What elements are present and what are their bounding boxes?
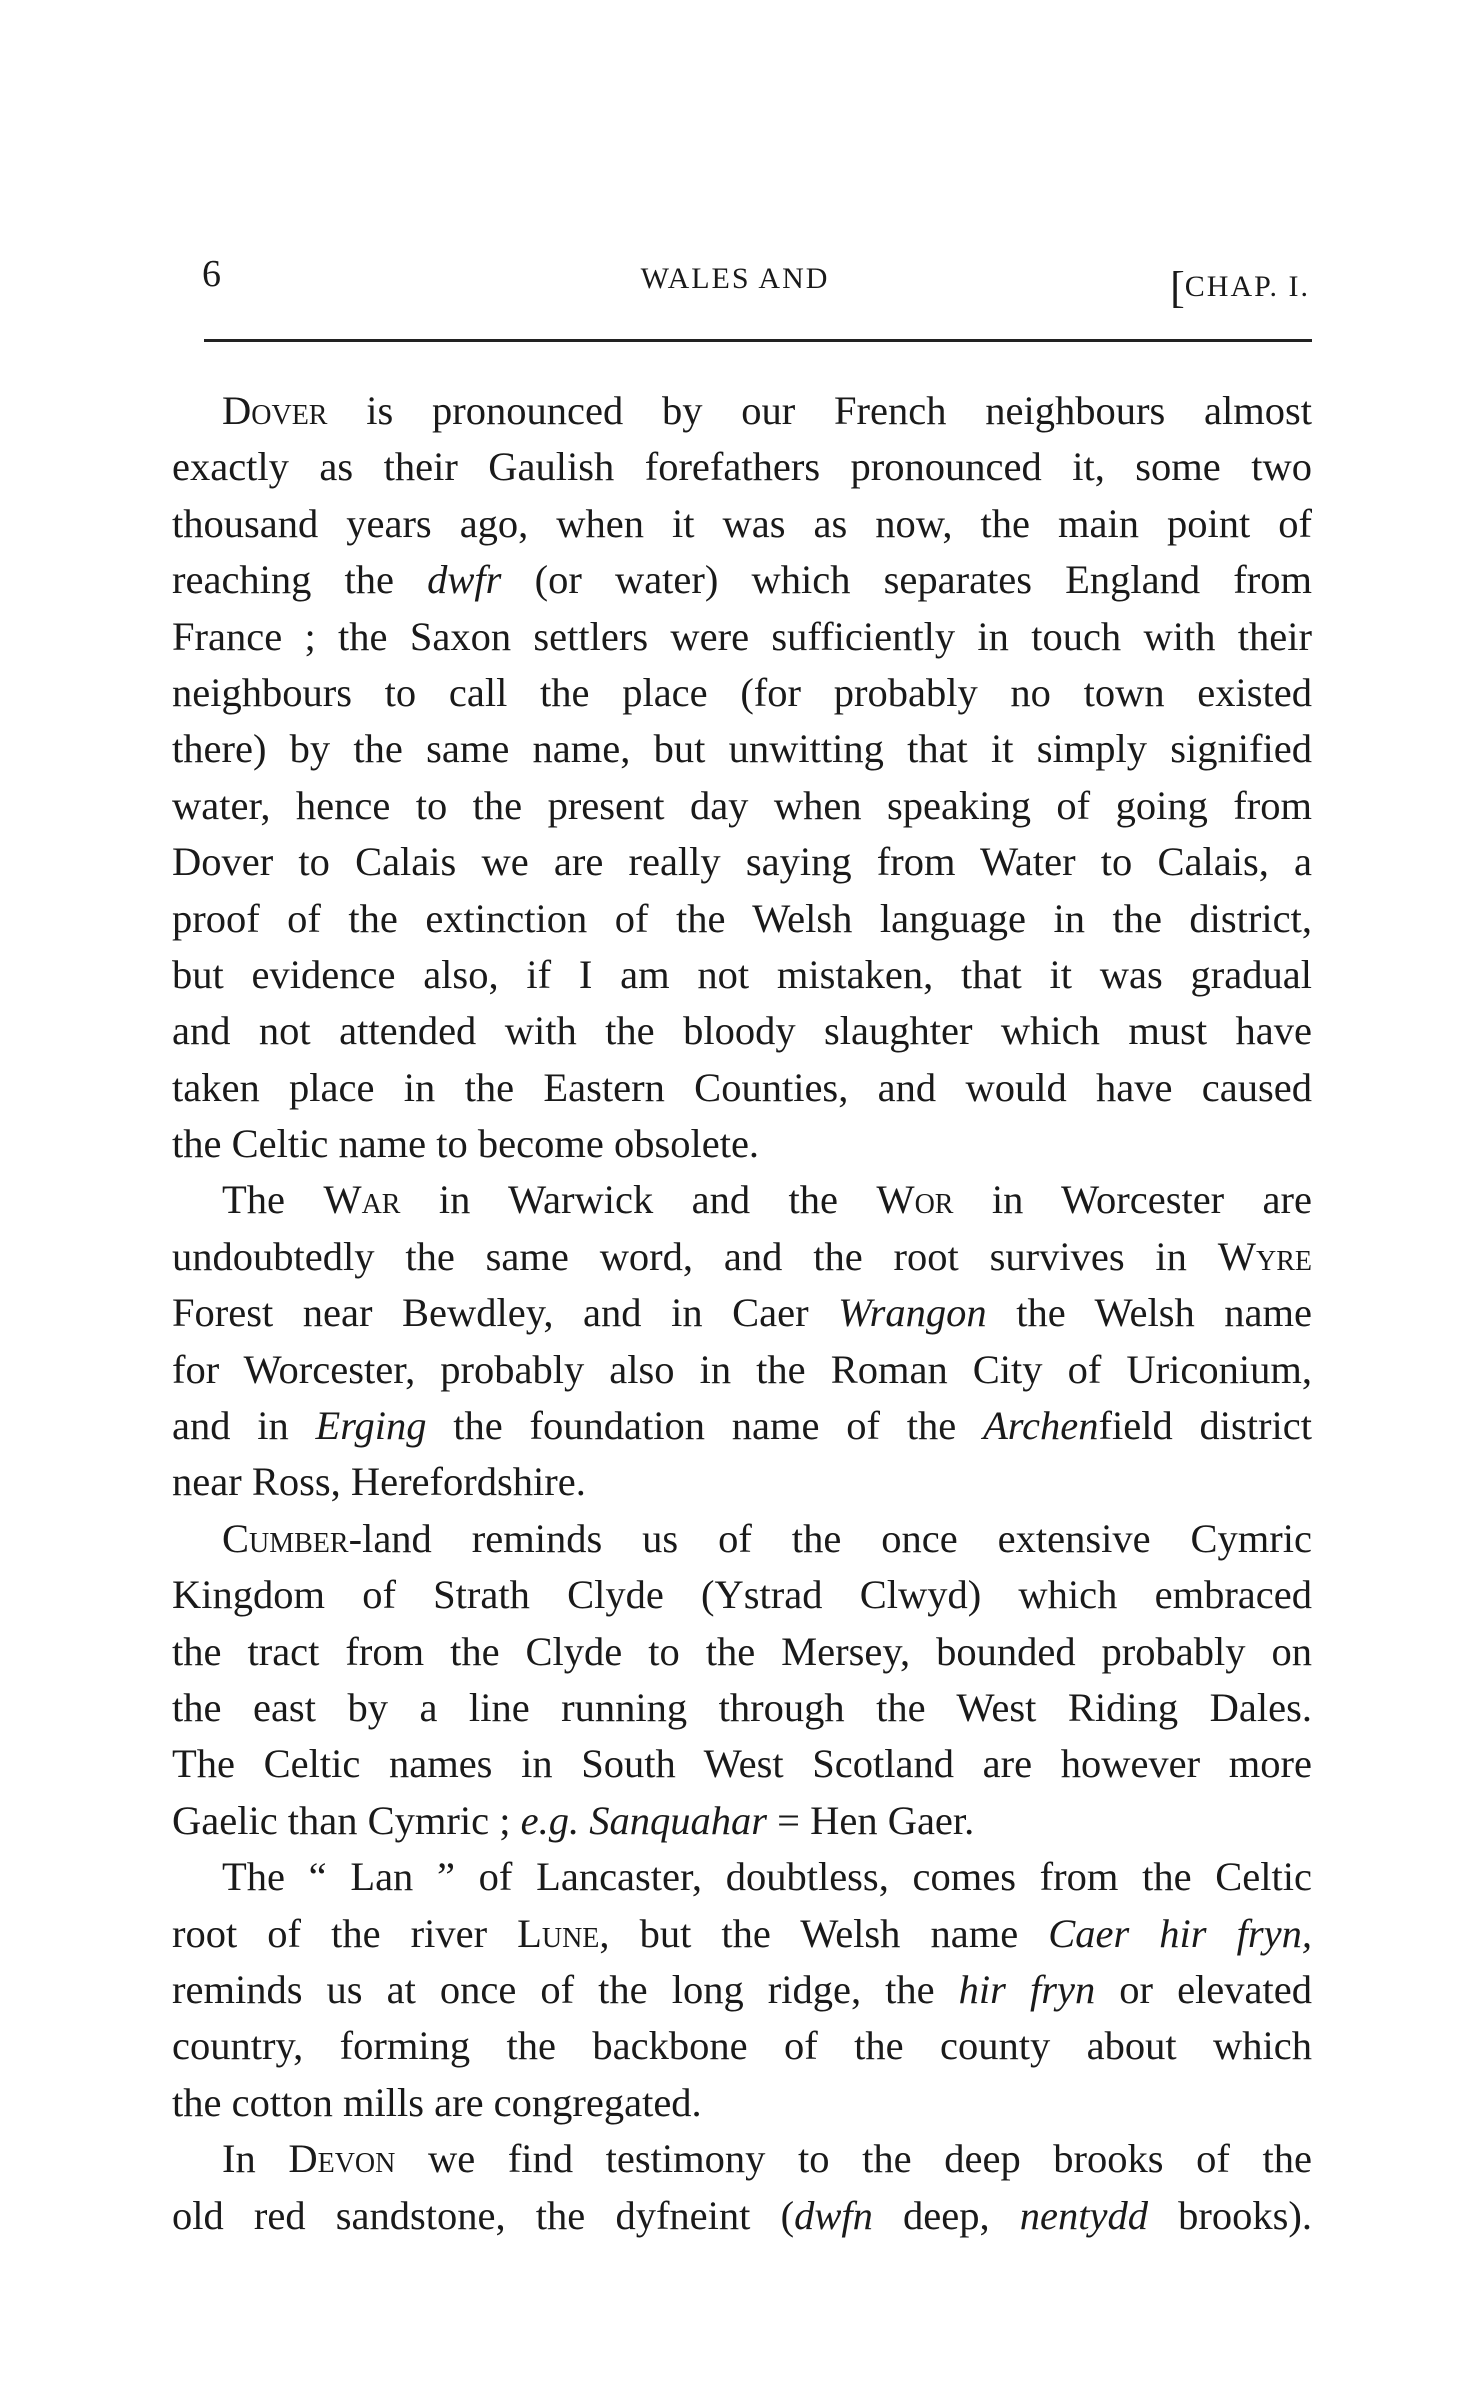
italic-text: dwfn [794,2192,873,2238]
small-caps-text: Wor [876,1177,954,1223]
text-segment: , but the Welsh name [599,1910,1049,1956]
text-line [172,1680,1312,1736]
italic-text: e.g. [520,1797,580,1843]
text-segment: the Celtic name to become obsolete. [172,1121,760,1167]
text-segment: the cotton mills are congregated. [172,2079,702,2125]
text-segment: the Welsh name [986,1290,1313,1336]
text-line [172,1285,1312,1341]
text-segment: The “ Lan ” of Lancaster, doubtless, comes from the Celtic [222,1854,1312,1900]
text-line [172,2018,1312,2074]
text-segment: brooks). [1147,2192,1312,2238]
chapter-bracket: [ [1170,263,1185,312]
small-caps-text: Devon [288,2136,396,2182]
text-line [172,496,1312,552]
text-segment: taken place in the Eastern Counties, and would have caused [172,1064,1312,1110]
text-segment: old red sandstone, the dyfneint ( [172,2192,795,2238]
italic-text: Sanquahar [589,1797,768,1843]
text-segment: Dover to Calais we are really saying from Water to Calais, a [172,839,1312,885]
text-segment: neighbours to call the place (for probably no town existed [172,669,1312,715]
text-segment: Gaelic than Cymric ; [172,1797,521,1843]
text-line [172,1003,1312,1059]
text-segment: reaching the [172,557,428,603]
header-rule [204,339,1312,342]
text-line [172,665,1312,721]
text-segment: The Celtic names in South West Scotland are however more [172,1741,1312,1787]
text-segment: near Ross, Herefordshire. [172,1459,586,1505]
small-caps-text: War [323,1177,401,1223]
text-segment: (or water) which separates England from [501,557,1312,603]
text-line [172,1454,1312,1510]
italic-text: Caer hir fryn, [1048,1910,1312,1956]
text-segment: reminds us at once of the long ridge, the [172,1966,959,2012]
text-segment: we find testimony to the deep brooks of the [395,2136,1312,2182]
text-segment: = Hen Gaer. [767,1797,975,1843]
text-line [172,383,1312,439]
text-segment: The [222,1177,324,1223]
text-line [172,1906,1312,1962]
text-line [172,1736,1312,1792]
text-segment: thousand years ago, when it was as now, the main point of [172,500,1312,546]
small-caps-text: Wyre [1217,1233,1312,1279]
text-segment: there) by the same name, but unwitting that it simply signified [172,726,1312,772]
text-segment: country, forming the backbone of the county about which [172,2023,1312,2069]
text-line [172,1060,1312,1116]
text-line [172,1398,1312,1454]
chapter-label: CHAP. I. [1184,270,1310,303]
text-line [172,552,1312,608]
text-segment: proof of the extinction of the Welsh language in the district, [172,895,1312,941]
text-line [172,947,1312,1003]
italic-text: Archen [983,1403,1099,1449]
text-segment: in Warwick and the [400,1177,877,1223]
text-segment: the tract from the Clyde to the Mersey, bounded probably on [172,1628,1312,1674]
text-line [172,891,1312,947]
text-line [172,1624,1312,1680]
text-segment: the foundation name of the [426,1403,984,1449]
italic-text: dwfr [427,557,502,603]
text-segment: for Worcester, probably also in the Roman City of Uriconium, [172,1346,1312,1392]
text-segment: but evidence also, if I am not mistaken, that it was gradual [172,951,1312,997]
page-number: 6 [202,253,223,295]
text-segment: In [222,2136,289,2182]
text-line [172,1116,1312,1172]
text-segment: is pronounced by our French neighbours almost [327,388,1312,433]
text-segment: Forest near Bewdley, and in Caer [172,1290,839,1336]
text-line [172,1229,1312,1285]
text-segment [579,1798,589,1843]
text-segment: field district [1098,1403,1312,1449]
text-segment: water, hence to the present day when speaking of going from [172,782,1312,828]
text-line [172,1849,1312,1905]
italic-text: Erging [315,1403,427,1449]
text-line [172,1793,1312,1849]
text-segment: deep, [872,2192,1020,2238]
text-segment: in Worcester are [953,1177,1312,1223]
text-segment: Kingdom of Strath Clyde (Ystrad Clwyd) which embraced [172,1572,1312,1618]
text-segment: root of the river [172,1910,518,1956]
text-line [172,2075,1312,2131]
text-line [172,834,1312,890]
text-segment: France ; the Saxon settlers were sufficiently in touch with their [172,613,1312,659]
text-segment: or elevated [1095,1966,1312,2012]
text-segment: undoubtedly the same word, and the root survives in [172,1233,1218,1279]
small-caps-text: Lune [517,1910,600,1956]
text-line [172,1172,1312,1228]
text-segment: -land reminds us of the once extensive Cymric [348,1515,1312,1561]
text-segment: and in [172,1403,316,1449]
text-line [172,2188,1312,2244]
text-segment: the east by a line running through the West Riding Dales. [172,1684,1312,1730]
italic-text: hir fryn [958,1966,1096,2012]
text-line [172,1567,1312,1623]
text-line [172,778,1312,834]
text-line [172,1342,1312,1398]
text-line [172,1962,1312,2018]
text-line [172,439,1312,495]
text-line [172,2131,1312,2187]
text-line [172,609,1312,665]
italic-text: nentydd [1019,2192,1148,2238]
small-caps-text: Cumber [222,1515,349,1561]
italic-text: Wrangon [838,1290,987,1336]
running-title: WALES AND [640,262,830,295]
chapter-heading [1170,262,1310,313]
text-line [172,1511,1312,1567]
body-text [172,383,1312,2244]
text-segment: and not attended with the bloody slaughter which must have [172,1008,1312,1054]
text-segment: exactly as their Gaulish forefathers pronounced it, some two [172,444,1312,490]
text-line [172,721,1312,777]
small-caps-text: Dover [222,388,328,433]
